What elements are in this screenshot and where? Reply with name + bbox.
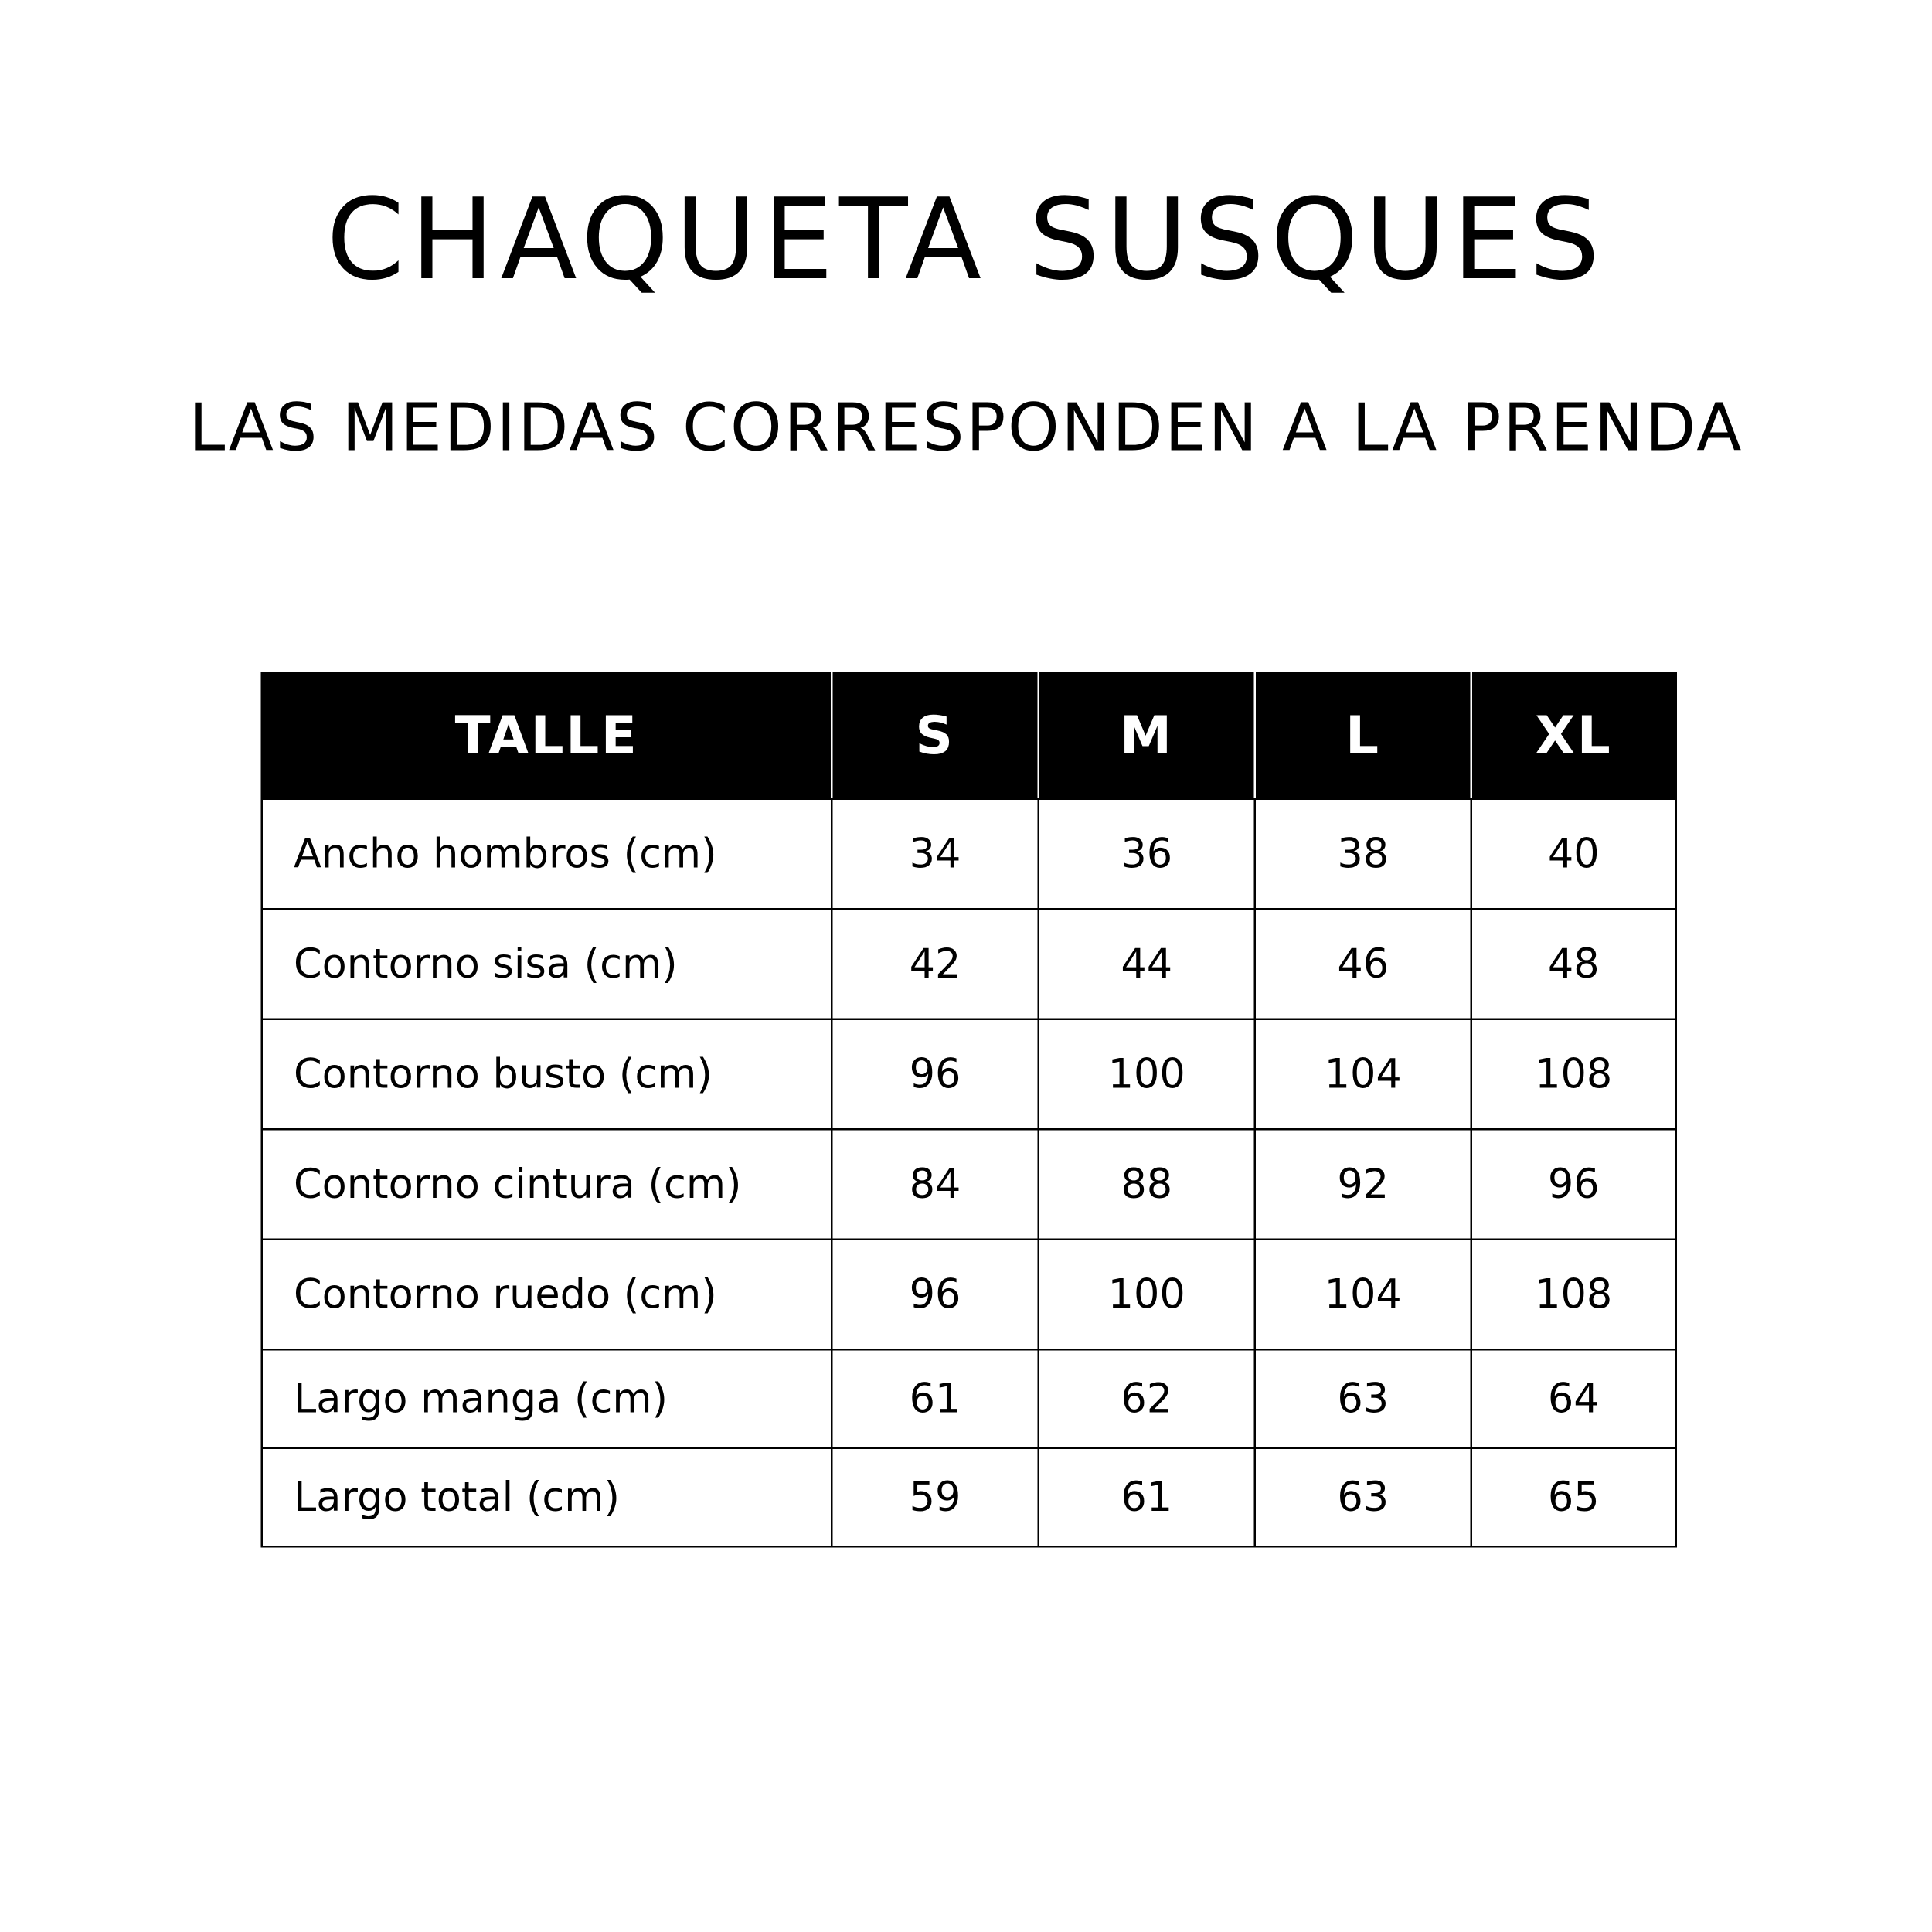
table-row [262,799,1676,910]
table-row [262,1240,1676,1350]
cell-value: 44 [1039,909,1255,1019]
header-size-m: M [1039,673,1255,799]
cell-value: 59 [832,1448,1039,1547]
cell-value: 65 [1471,1448,1676,1547]
row-label: Contorno busto (cm) [262,1019,832,1130]
row-label: Largo total (cm) [262,1448,832,1547]
row-label: Contorno sisa (cm) [262,909,832,1019]
row-label: Ancho hombros (cm) [262,799,832,910]
cell-value: 88 [1039,1129,1255,1240]
cell-value: 61 [1039,1448,1255,1547]
cell-value: 63 [1255,1448,1471,1547]
cell-value: 48 [1471,909,1676,1019]
table-row [262,1349,1676,1448]
cell-value: 38 [1255,799,1471,910]
cell-value: 36 [1039,799,1255,910]
cell-value: 34 [832,799,1039,910]
table-row [262,909,1676,1019]
cell-value: 62 [1039,1349,1255,1448]
header-size-s: S [832,673,1039,799]
row-label: Largo manga (cm) [262,1349,832,1448]
cell-value: 104 [1255,1240,1471,1350]
size-table [261,672,1678,1548]
cell-value: 96 [832,1240,1039,1350]
table-row [262,1019,1676,1130]
cell-value: 92 [1255,1129,1471,1240]
cell-value: 108 [1471,1019,1676,1130]
page-subtitle: LAS MEDIDAS CORRESPONDEN A LA PRENDA [188,390,1743,468]
table-row [262,1448,1676,1547]
cell-value: 100 [1039,1240,1255,1350]
cell-value: 46 [1255,909,1471,1019]
row-label: Contorno cintura (cm) [262,1129,832,1240]
cell-value: 96 [832,1019,1039,1130]
cell-value: 63 [1255,1349,1471,1448]
row-label: Contorno ruedo (cm) [262,1240,832,1350]
cell-value: 84 [832,1129,1039,1240]
page-title: CHAQUETA SUSQUES [326,174,1606,305]
cell-value: 40 [1471,799,1676,910]
cell-value: 42 [832,909,1039,1019]
cell-value: 96 [1471,1129,1676,1240]
header-size-l: L [1255,673,1471,799]
cell-value: 64 [1471,1349,1676,1448]
cell-value: 61 [832,1349,1039,1448]
cell-value: 100 [1039,1019,1255,1130]
table-row [262,1129,1676,1240]
header-size-xl: XL [1471,673,1676,799]
cell-value: 108 [1471,1240,1676,1350]
header-talle: TALLE [262,673,832,799]
cell-value: 104 [1255,1019,1471,1130]
table-header-row [262,673,1676,799]
